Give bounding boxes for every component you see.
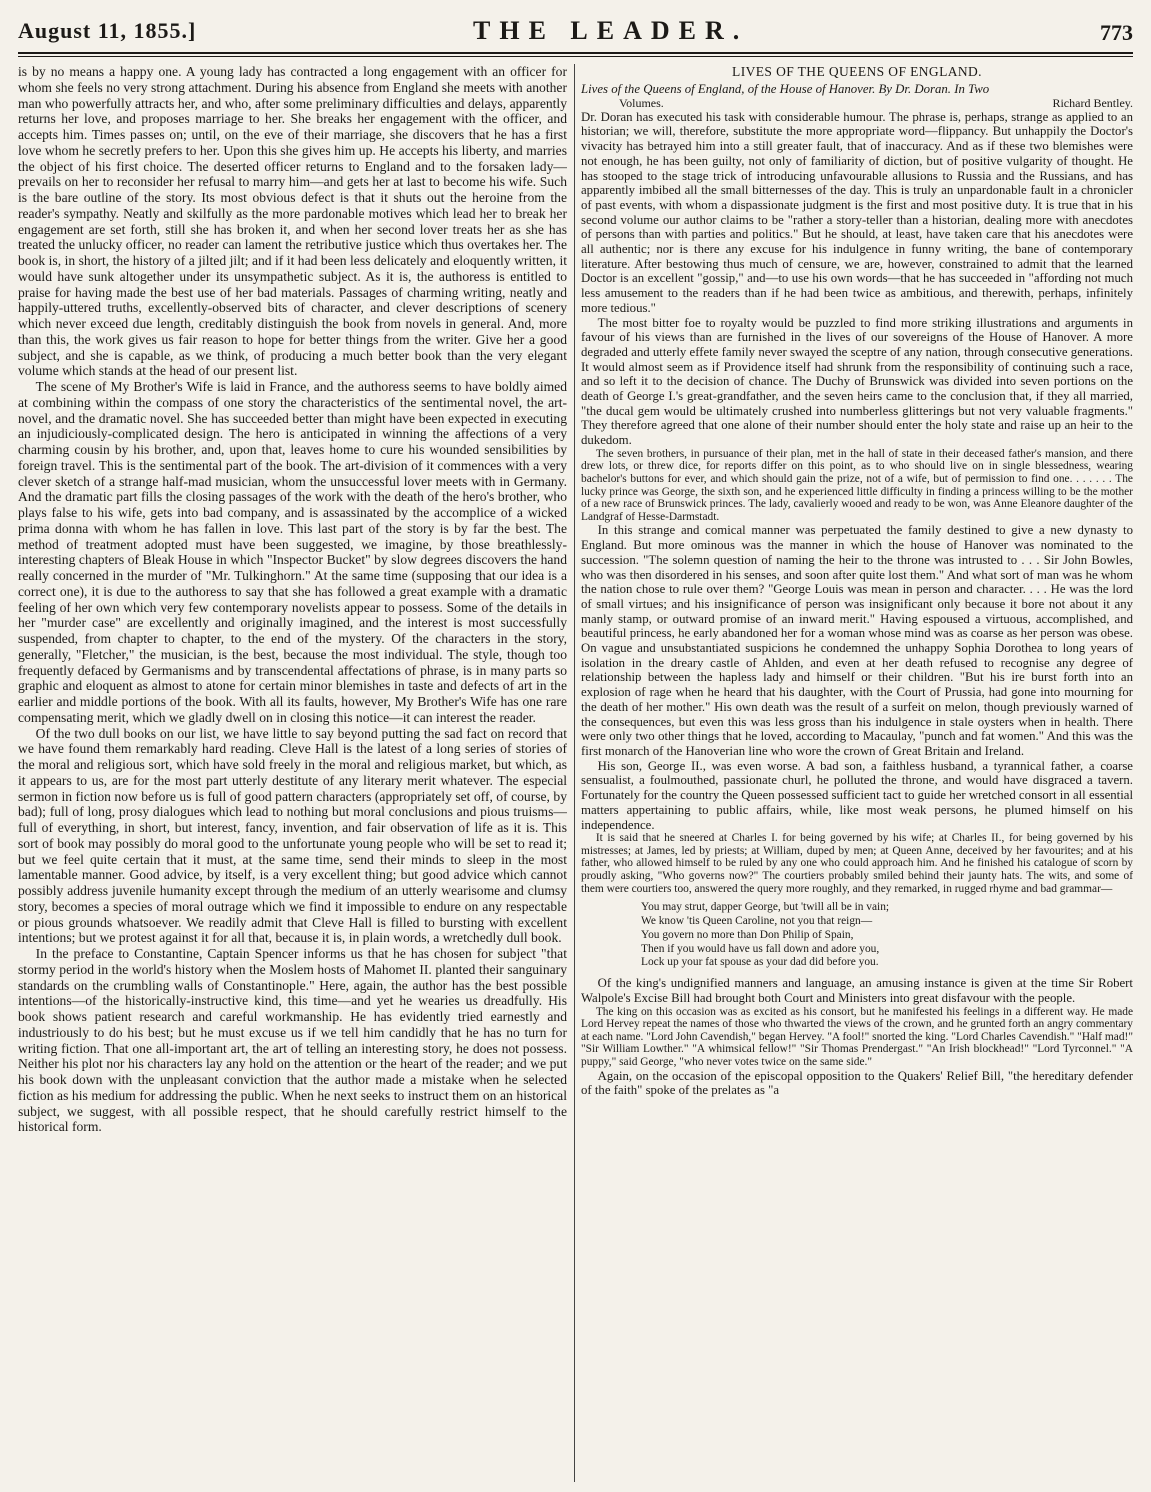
article-paragraph: Of the two dull books on our list, we have little to say beyond putting the sad fact on record that we have found them remarkably hard reading. Cleve Hall is the latest of a long series of stories of the moral and religious sort, which have sold freely in the moral and religious market, but which, as it appears to us, are for the most part utterly destitute of any literary merit whatever. The especial sermon in fiction now before us is full of good pattern characters (appropriately set off, of course, by bad); full of long, prosy dialogues which lead to nothing but moral conclusions and pious truisms—full of everything, in short, but interest, fancy, invention, and fair observation of life as it is. This sort of book may possibly do moral good to the unfortunate young people who will be set to read it; but we feel quite certain that it must, at the same time, send their minds to sleep in the most lamentable manner. Good advice, by itself, is a very excellent thing; but good advice which cannot possibly address juvenile humanity except through the medium of an utterly wearisome and clumsy story, becomes a species of moral outrage which we find it impossible to endure on any respectable or pious grounds whatsoever. We readily admit that Cleve Hall is filled to bursting with excellent intentions; but we protest against it for all that, because it is, in plain words, a wretchedly dull book. (18, 725, 567, 946)
verse-line: You may strut, dapper George, but 'twill all be in vain; (641, 901, 890, 914)
article-paragraph: is by no means a happy one. A young lady has contracted a long engagement with an officer for whom she feels no very strong attachment. During his absence from England she meets with another man who powerfully attracts her, and who, after some preliminary difficulties and delays, apparently returns her love, and proposes marriage to her. She breaks her engagement with the officer, and accepts him. Times passes on; until, on the eve of their marriage, she discovers that he has a first love whom he secretly prefers to her. Upon this she gives him up. He accepts his liberty, and marries the object of his first choice. The deserted officer returns to England and to the forsaken lady—prevails on her to reconsider her refusal to marry him—and gets her at last to become his wife. Such is the bare outline of the story. Its most obvious defect is that it shuts out the heroine from the reader's sympathy. Neatly and skilfully as the more pardonable motives which lead her to break her engagement are set forth, still she has broken it, and when her second lover treats her as she has treated the unlucky officer, no reader can lament the retributive justice which thus overtakes her. The book is, in short, the history of a jilted jilt; and if it had been less delicately and eloquently written, it would have sunk altogether under its unsympathetic subject. As it is, the authoress is entitled to praise for having made the best use of her bad materials. Passages of charming writing, neatly and happily-uttered truths, excellently-observed bits of character, and clever descriptions of scenery which never exceed due length, creditably distinguish the book from novels in general. And, more than this, the work gives us fair reason to hope for better things from the writer. Give her a good subject, and she is capable, as we think, of producing a much better book than the very elegant volume which stands at the head of our present list. (18, 64, 567, 379)
verse-line: Lock up your fat spouse as your dad did before you. (641, 956, 879, 969)
block-quote: It is said that he sneered at Charles I. for being governed by his wife; at Charles II., for being governed by his mistresses; at James, led by priests; at William, duped by men; at Queen Anne, deceived by her favourites; and at his father, who allowed himself to be ruled by any one who could approach him. And he finished his catalogue of scorn by proudly asking, "Who governs now?" The courtiers probably smiled behind their jaunty hats. The wits, and some of them were courtiers too, answered the query more roughly, and they remarked, in rugged rhyme and bad grammar— (581, 832, 1133, 895)
page-number: 773 (1100, 20, 1133, 45)
block-quote: The king on this occasion was as excited as his consort, but he manifested his feelings in a different way. He made Lord Hervey repeat the names of those who thwarted the views of the crown, and he grunted forth an angry commentary at each name. "Lord John Cavendish," began Hervey. "A fool!" snorted the king. "Lord Charles Cavendish." "Half mad!" "Sir William Lowther." "A whimsical fellow!" "Sir Thomas Prendergast." "An Irish blockhead!" "Lord Tyrconnel." "A puppy," said George, "who never votes twice on the same side." (581, 1005, 1133, 1068)
article-paragraph: Of the king's undignified manners and language, an amusing instance is given at the time Sir Robert Walpole's Excise Bill had brought both Court and Ministers into great disfavour with the people. (581, 976, 1133, 1005)
right-column (581, 64, 1133, 1482)
article-paragraph: Again, on the occasion of the episcopal opposition to the Quakers' Relief Bill, "the hereditary defender of the faith" spoke of the prelates as "a (581, 1068, 1133, 1098)
header-rule (18, 52, 1133, 54)
masthead: THE LEADER. (473, 16, 749, 45)
header-rule-thin (18, 56, 1133, 57)
article-paragraph: His son, George II., was even worse. A bad son, a faithless husband, a tyrannical father, a coarse sensualist, a foulmouthed, passionate churl, he polluted the throne, and would have disgraced a tavern. Fortunately for the country the Queen possessed sufficient tact to guide her wretched consort in all essential matters appertaining to public affairs, while, like most weak persons, he plumed himself on his independence. (581, 758, 1133, 832)
column-divider (574, 64, 575, 1482)
book-volumes: Volumes. (619, 95, 664, 110)
verse-block (641, 901, 1133, 970)
article-paragraph: The scene of My Brother's Wife is laid in France, and the authoress seems to have boldly aimed at combining within the compass of one story the characteristics of the sentimental novel, the art-novel, and the dramatic novel. She has succeeded better than might have been expected in executing an injudiciously-complicated design. The hero is anticipated in winning the affections of a very charming cousin by his brother, and, upon that, leaves home to cure his wounded sensibilities by foreign travel. This is the sentimental part of the book. The art-division of it commences with a very clever sketch of a strange half-mad musician, whom the unsuccessful lover meets with in Germany. And the dramatic part fills the closing passages of the work with the death of the hero's brother, who plays false to his wife, gets into bad company, and is assassinated by the accomplice of a wicked prima donna with whom he has fallen in love. This last part of the story is by far the best. The method of treatment adopted must have been suggested, we imagine, by those breathlessly-interesting chapters of Bleak House in which "Inspector Bucket" by slow degrees discovers the hand really concerned in the murder of "Mr. Tulkinghorn." At the same time (supposing that our idea is a correct one), it is due to the authoress to say that she has followed a great example with a dramatic feeling of her own which very few contemporary novelists appear to possess. Some of the details in her "murder case" are excellently and originally imagined, and the interest is most successfully suspended, from chapter to chapter, to the end of the mystery. Of the characters in the story, generally, "Fletcher," the musician, is the best, because the most individual. The style, though too frequently defaced by Germanisms and by transcendental affectations of phrase, is in many parts so graphic and eloquent as almost to atone for certain minor blemishes in taste and defects of art in the earlier and middle portions of the book. With all its faults, however, My Brother's Wife has one rare compensating merit, which we gladly dwell on in closing this notice—it can interest the reader. (18, 379, 567, 725)
article-title: LIVES OF THE QUEENS OF ENGLAND. (732, 64, 982, 79)
left-column (18, 64, 567, 1482)
article-paragraph: In this strange and comical manner was perpetuated the family destined to give a new dynasty to England. But more ominous was the manner in which the house of Hanover was nominated to the succession. "The solemn question of naming the heir to the throne was intrusted to . . . Sir John Bowles, who was then disordered in his senses, and soon after quite lost them." And what sort of man was he whom the nation chose to rule over them? "George Louis was mean in person and character. . . . He was the lord of small virtues; and his insignificance of person was insignificant only because it bore not about it any manly stamp, or outward promise of an inward merit." Having espoused a virtuous, accomplished, and beautiful princess, he early abandoned her for a woman whose mind was as coarse as her person was obese. On vague and unsubstantiated suspicions he condemned the unhappy Sophia Dorothea to long years of isolation in the dreary castle of Ahlden, and even at her death refused to recognise any degree of relationship between the hapless lady and himself or their children. "But his ire burst forth into an explosion of rage when he heard that his daughter, with the Court of Prussia, had gone into mourning for the death of her mother." His own death was the result of a surfeit on melon, though previously warned of the consequences, but even this was less gross than his indulgence in stale oysters when in health. There were only two other things that he loved, according to Macaulay, "punch and fat women." And this was the first monarch of the Hanoverian line who wore the crown of Great Britain and Ireland. (581, 523, 1133, 758)
book-citation: Lives of the Queens of England, of the House of Hanover. By Dr. Doran. In Two (581, 82, 990, 96)
book-publisher: Richard Bentley. (1052, 95, 1133, 110)
book-publisher-line (581, 97, 1133, 110)
verse-line: Then if you would have us fall down and adore you, (641, 942, 880, 955)
article-paragraph: In the preface to Constantine, Captain Spencer informs us that he has chosen for subject "that stormy period in the world's history when the Moslem hosts of Mahomet II. planted their sanguinary standards on the crumbling walls of Constantinople." Here, again, the author has the best possible intentions—of the historically-instructive kind, this time—and yet he wearies us dreadfully. His book shows patient research and careful workmanship. He has evidently tried earnestly and industriously to do his best; but he must excuse us if we tell him candidly that he has no turn for writing fiction. That one all-important art, the art of telling an interesting story, he does not possess. Neither his plot nor his characters lay any hold on the attention or the heart of the reader; and we put his book down with the unpleasant conviction that the author made a mistake when he selected fiction as his medium for addressing the public. When he next seeks to instruct them on an historical subject, we suggest, with all possible respect, that he should carefully restrict himself to the historical form. (18, 946, 567, 1135)
issue-date: August 11, 1855.] (18, 18, 197, 43)
verse-line: We know 'tis Queen Caroline, not you that reign— (641, 914, 873, 927)
article-paragraph: The most bitter foe to royalty would be puzzled to find more striking illustrations and arguments in favour of his views than are furnished in the lives of our sovereigns of the House of Hanover. A more degraded and utterly effete family never swayed the sceptre of any nation, through consecutive generations. It would almost seem as if Providence itself had shrunk from the responsibility of continuing such a race, and so left it to the decision of chance. The Duchy of Brunswick was divided into seven portions on the death of George I.'s great-grandfather, and the seven heirs came to the conclusion that, if they all married, "the ducal gem would be ultimately crushed into numberless glitterings but not very valuable fragments." They therefore agreed that one alone of their number should enter the holy state and raise up an heir to the dukedom. (581, 315, 1133, 448)
verse-line: You govern no more than Don Philip of Spain, (641, 928, 854, 941)
page-header (18, 14, 1133, 52)
block-quote: The seven brothers, in pursuance of their plan, met in the hall of state in their deceased father's mansion, and there drew lots, or threw dice, for reports differ on this point, as to who should live on in single blessedness, wearing bachelor's buttons for ever, and which should gain the prize, not of a wife, but of permission to find one. . . . . . . The lucky prince was George, the sixth son, and he experienced little difficulty in finding a princess willing to be the mother of a new race of Brunswick princes. The lady, cavalierly wooed and ready to be won, was Anne Eleanore daughter of the Landgraf of Hesse-Darmstadt. (581, 447, 1133, 523)
article-paragraph: Dr. Doran has executed his task with considerable humour. The phrase is, perhaps, strange as applied to an historian; we will, therefore, substitute the more appropriate word—flippancy. But unhappily the Doctor's vivacity has betrayed him into a still greater fault, that of inaccuracy. And as if these two blemishes were not enough, he has been guilty, not only of familiarity of diction, but of positive vulgarity of thought. He has stooped to the stage trick of introducing unfavourable allusions to Russia and the Russians, and has apparently imbibed all the small bitternesses of the day. This is truly an unpardonable fault in a chronicler of past events, with whom a dispassionate judgment is the first and most positive duty. It is true that in his second volume our author claims to be "rather a story-teller than a historian, dealing more with anecdotes of persons than with parties and politics." But he should, at least, have taken care that his anecdotes were all authentic; nor is there any excuse for his indulgence in funny writing, the bane of contemporary literature. After bestowing thus much of censure, we are, however, constrained to admit that the learned Doctor is an excellent "gossip," and—to use his own words—that he has succeeded in "affording not much less amusement to the readers than if he had been twice as ambitious, and therewith, perhaps, infinitely more tedious." (581, 109, 1133, 315)
